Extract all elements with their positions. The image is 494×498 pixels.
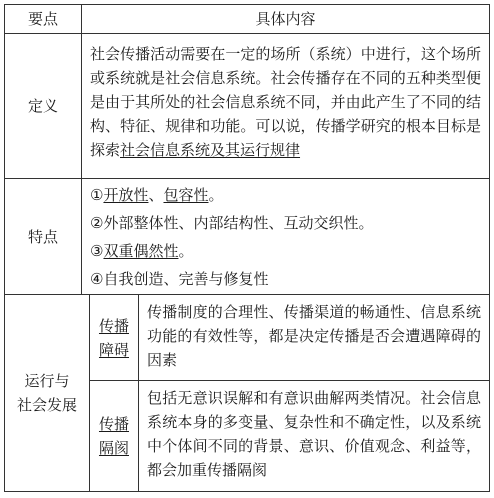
gap-text: 包括无意识误解和有意识曲解两类情况。社会信息系统本身的多变量、复杂性和不确定性，以及系统中个体间不同的背景、意识、价值观念、利益等，都会加重传播隔阂 [147,389,481,479]
header-col2-text: 具体内容 [255,10,316,28]
gap-label-cell [90,381,138,491]
definition-label-cell [5,34,81,178]
operation-label-line2: 社会发展 [16,396,77,414]
operation-label-line1: 运行与 [24,372,70,390]
barrier-label-line2: 障碍 [98,340,129,359]
features-label-cell [5,179,81,294]
definition-text: 社会传播活动需要在一定的场所（系统）中进行，这个场所或系统就是社会信息系统。社会传播存在不同的五种类型便是由于其所处的社会信息系统不同，并由此产生了不同的结构、特征、规律和功能。可以说，传播学研究的根本目标是探索 [90,45,481,159]
features-item-1-inclusiveness: 包容性 [163,186,209,204]
features-item-1-end: 。 [208,186,224,204]
header-col1-text: 要点 [27,10,58,28]
features-item-3 [90,239,481,263]
gap-label-line2: 隔阂 [98,439,129,457]
header-col2 [82,5,489,33]
content-table [4,4,490,492]
barrier-label-cell [90,295,138,380]
gap-content-cell [139,381,489,491]
features-label: 特点 [27,227,58,246]
operation-label-cell [5,295,89,491]
features-item-3-prefix: ③ [90,242,104,260]
definition-label: 定义 [27,97,58,115]
features-item-3-double-contingency: 双重偶然性 [103,242,179,260]
features-item-4: ④自我创造、完善与修复性 [90,270,269,288]
features-item-1-openness: 开放性 [103,186,149,204]
definition-content-cell [82,34,489,178]
features-item-3-end: 。 [178,242,194,260]
gap-label-line1: 传播 [98,415,129,433]
features-item-1-sep: 、 [148,186,164,204]
features-content-cell [82,179,489,294]
features-item-2: ②外部整体性、内部结构性、互动交织性。 [90,214,374,232]
features-item-1-prefix: ① [90,186,104,204]
barrier-text: 传播制度的合理性、传播渠道的畅通性、信息系统功能的有效性等，都是决定传播是否会遭遇障碍的因素 [147,303,481,369]
features-item-1 [90,183,481,207]
definition-text-underlined: 社会信息系统及其运行规律 [120,141,301,159]
header-col1 [5,5,81,33]
barrier-content-cell [139,295,489,380]
barrier-label-line1: 传播 [98,316,129,335]
